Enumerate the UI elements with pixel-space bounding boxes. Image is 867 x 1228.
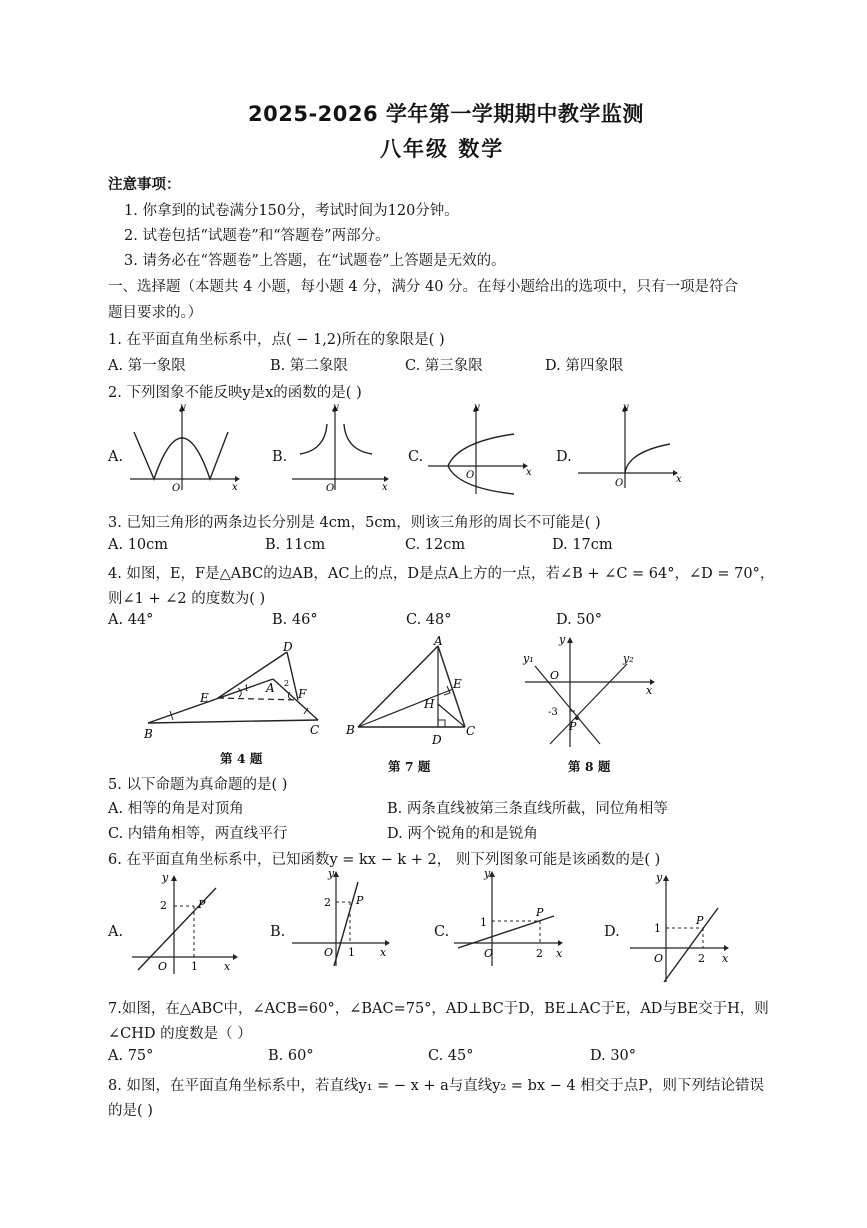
notes-heading: 注意事项： (108, 176, 181, 193)
y-axis-label: y (333, 402, 339, 413)
label-f: F (298, 687, 307, 701)
page-title: 2025-2026 学年第一学期期中教学监测 (248, 102, 644, 126)
question-6-stem: 6. 在平面直角坐标系中，已知函数y = kx − k + 2， 则下列图象可能是该函数的是( ) (108, 852, 661, 868)
label-b: B (144, 727, 153, 741)
label-x: x (646, 684, 653, 697)
point-p: P (356, 894, 364, 907)
label-p: P (569, 720, 577, 733)
q3-option-c[interactable]: C. 12cm (405, 537, 466, 553)
x-axis-label: x (556, 947, 563, 960)
label-h: H (424, 697, 435, 711)
label-o: O (550, 669, 560, 682)
label-y1: y₁ (523, 652, 534, 665)
origin-label: O (172, 483, 181, 494)
q6-graph-d (626, 870, 736, 985)
q2-graph-b (292, 402, 392, 492)
point-p: P (536, 906, 544, 919)
q1-option-b[interactable]: B. 第二象限 (270, 358, 348, 374)
section-heading-cont: 题目要求的。） (108, 305, 203, 321)
q1-option-c[interactable]: C. 第三象限 (405, 358, 483, 374)
origin-label: O (466, 470, 475, 481)
y-tick: 2 (324, 896, 331, 909)
q3-option-b[interactable]: B. 11cm (265, 537, 326, 553)
label-1: 1 (244, 684, 250, 693)
q6-option-a[interactable]: A. (108, 924, 124, 940)
q2-option-d[interactable]: D. (556, 449, 572, 465)
question-1-stem: 1. 在平面直角坐标系中，点( − 1,2)所在的象限是( ) (108, 332, 445, 348)
label-a: A (434, 634, 443, 648)
q5-option-a[interactable]: A. 相等的角是对顶角 (108, 801, 244, 817)
x-axis-label: x (526, 467, 532, 478)
figure-4-caption: 第 4 题 (220, 751, 263, 766)
x-tick: 1 (191, 960, 198, 973)
q6-option-b[interactable]: B. (270, 924, 286, 940)
origin-label: O (324, 946, 334, 959)
origin-label: O (484, 947, 494, 960)
q4-option-c[interactable]: C. 48° (406, 612, 452, 628)
label-d: D (432, 733, 442, 747)
q4-option-d[interactable]: D. 50° (556, 612, 603, 628)
q6-option-c[interactable]: C. (434, 924, 450, 940)
q2-graph-d (578, 402, 688, 492)
q3-option-d[interactable]: D. 17cm (552, 537, 613, 553)
q2-graph-a (130, 402, 240, 492)
label-minus-3: -3 (548, 707, 558, 718)
label-c: C (466, 724, 476, 738)
x-axis-label: x (382, 482, 388, 493)
section-heading: 一、选择题（本题共 4 小题，每小题 4 分，满分 40 分。在每小题给出的选项中，只有一项是符合 (108, 279, 739, 295)
y-axis-label: y (180, 402, 186, 413)
q6-graph-c (454, 866, 574, 971)
x-axis-label: x (380, 946, 387, 959)
question-8-stem-cont: 的是( ) (108, 1103, 153, 1119)
q6-graph-b (290, 866, 400, 971)
q1-option-d[interactable]: D. 第四象限 (545, 358, 624, 374)
point-p: P (696, 914, 704, 927)
y-axis-label: y (328, 867, 335, 880)
label-b: B (346, 723, 355, 737)
figure-4-triangle (140, 640, 340, 750)
q2-option-a[interactable]: A. (108, 449, 124, 465)
question-7-stem-cont: ∠CHD 的度数是（ ） (108, 1026, 252, 1042)
label-e: E (453, 677, 462, 691)
x-tick: 2 (536, 947, 543, 960)
question-4-stem: 4. 如图，E，F是△ABC的边AB，AC上的点，D是点A上方的一点，若∠B + ∠C = 64°，∠D = 70°， (108, 566, 775, 582)
x-axis-label: x (676, 474, 682, 485)
label-y: y (559, 633, 566, 646)
note-item: 3. 请务必在“答题卷”上答题，在“试题卷”上答题是无效的。 (124, 253, 506, 269)
q7-option-d[interactable]: D. 30° (590, 1048, 637, 1064)
y-axis-label: y (484, 867, 491, 880)
question-4-stem-cont: 则∠1 + ∠2 的度数为( ) (108, 591, 266, 607)
point-p: P (198, 898, 206, 911)
question-5-stem: 5. 以下命题为真命题的是( ) (108, 777, 288, 793)
label-a: A (266, 681, 275, 695)
y-axis-label: y (474, 402, 480, 413)
figure-7-triangle (340, 634, 490, 749)
y-axis-label: y (162, 871, 169, 884)
q6-option-d[interactable]: D. (604, 924, 620, 940)
q5-option-c[interactable]: C. 内错角相等，两直线平行 (108, 826, 288, 842)
q7-option-c[interactable]: C. 45° (428, 1048, 474, 1064)
label-2: 2 (284, 679, 290, 688)
question-7-stem: 7.如图，在△ABC中，∠ACB=60°，∠BAC=75°，AD⊥BC于D，BE⊥AC于E，AD与BE交于H，则 (108, 1001, 769, 1017)
origin-label: O (615, 478, 624, 489)
figure-8-lines (515, 632, 665, 752)
q2-graph-c (428, 402, 538, 497)
q1-option-a[interactable]: A. 第一象限 (108, 358, 186, 374)
question-8-stem: 8. 如图，在平面直角坐标系中，若直线y₁ = − x + a与直线y₂ = bx − 4 相交于点P，则下列结论错误 (108, 1078, 765, 1094)
q5-option-d[interactable]: D. 两个锐角的和是锐角 (387, 826, 538, 842)
y-tick: 2 (160, 899, 167, 912)
q7-option-b[interactable]: B. 60° (268, 1048, 314, 1064)
origin-label: O (326, 483, 335, 494)
label-e: E (200, 691, 209, 705)
q6-graph-a (128, 870, 238, 975)
q7-option-a[interactable]: A. 75° (108, 1048, 154, 1064)
figure-7-caption: 第 7 题 (388, 759, 431, 774)
label-c: C (310, 723, 320, 737)
origin-label: O (158, 960, 168, 973)
question-2-stem: 2. 下列图象不能反映y是x的函数的是( ) (108, 385, 362, 401)
x-axis-label: x (224, 960, 231, 973)
label-y2: y₂ (623, 652, 634, 665)
page-subtitle: 八年级 数学 (380, 137, 505, 161)
label-d: D (283, 640, 293, 654)
origin-label: O (654, 952, 664, 965)
figure-8-caption: 第 8 题 (568, 759, 611, 774)
y-axis-label: y (656, 871, 663, 884)
q4-option-b[interactable]: B. 46° (272, 612, 318, 628)
q3-option-a[interactable]: A. 10cm (108, 537, 169, 553)
q4-option-a[interactable]: A. 44° (108, 612, 154, 628)
y-axis-label: y (623, 402, 629, 413)
x-tick: 2 (698, 952, 705, 965)
q2-option-c[interactable]: C. (408, 449, 424, 465)
note-item: 2. 试卷包括“试题卷”和“答题卷”两部分。 (124, 228, 390, 244)
q5-option-b[interactable]: B. 两条直线被第三条直线所截，同位角相等 (387, 801, 668, 817)
q2-option-b[interactable]: B. (272, 449, 288, 465)
y-tick: 1 (654, 922, 661, 935)
y-tick: 1 (480, 916, 487, 929)
x-axis-label: x (722, 952, 729, 965)
question-3-stem: 3. 已知三角形的两条边长分别是 4cm，5cm，则该三角形的周长不可能是( ) (108, 515, 601, 531)
x-tick: 1 (348, 946, 355, 959)
note-item: 1. 你拿到的试卷满分150分，考试时间为120分钟。 (124, 203, 459, 219)
x-axis-label: x (232, 482, 238, 493)
